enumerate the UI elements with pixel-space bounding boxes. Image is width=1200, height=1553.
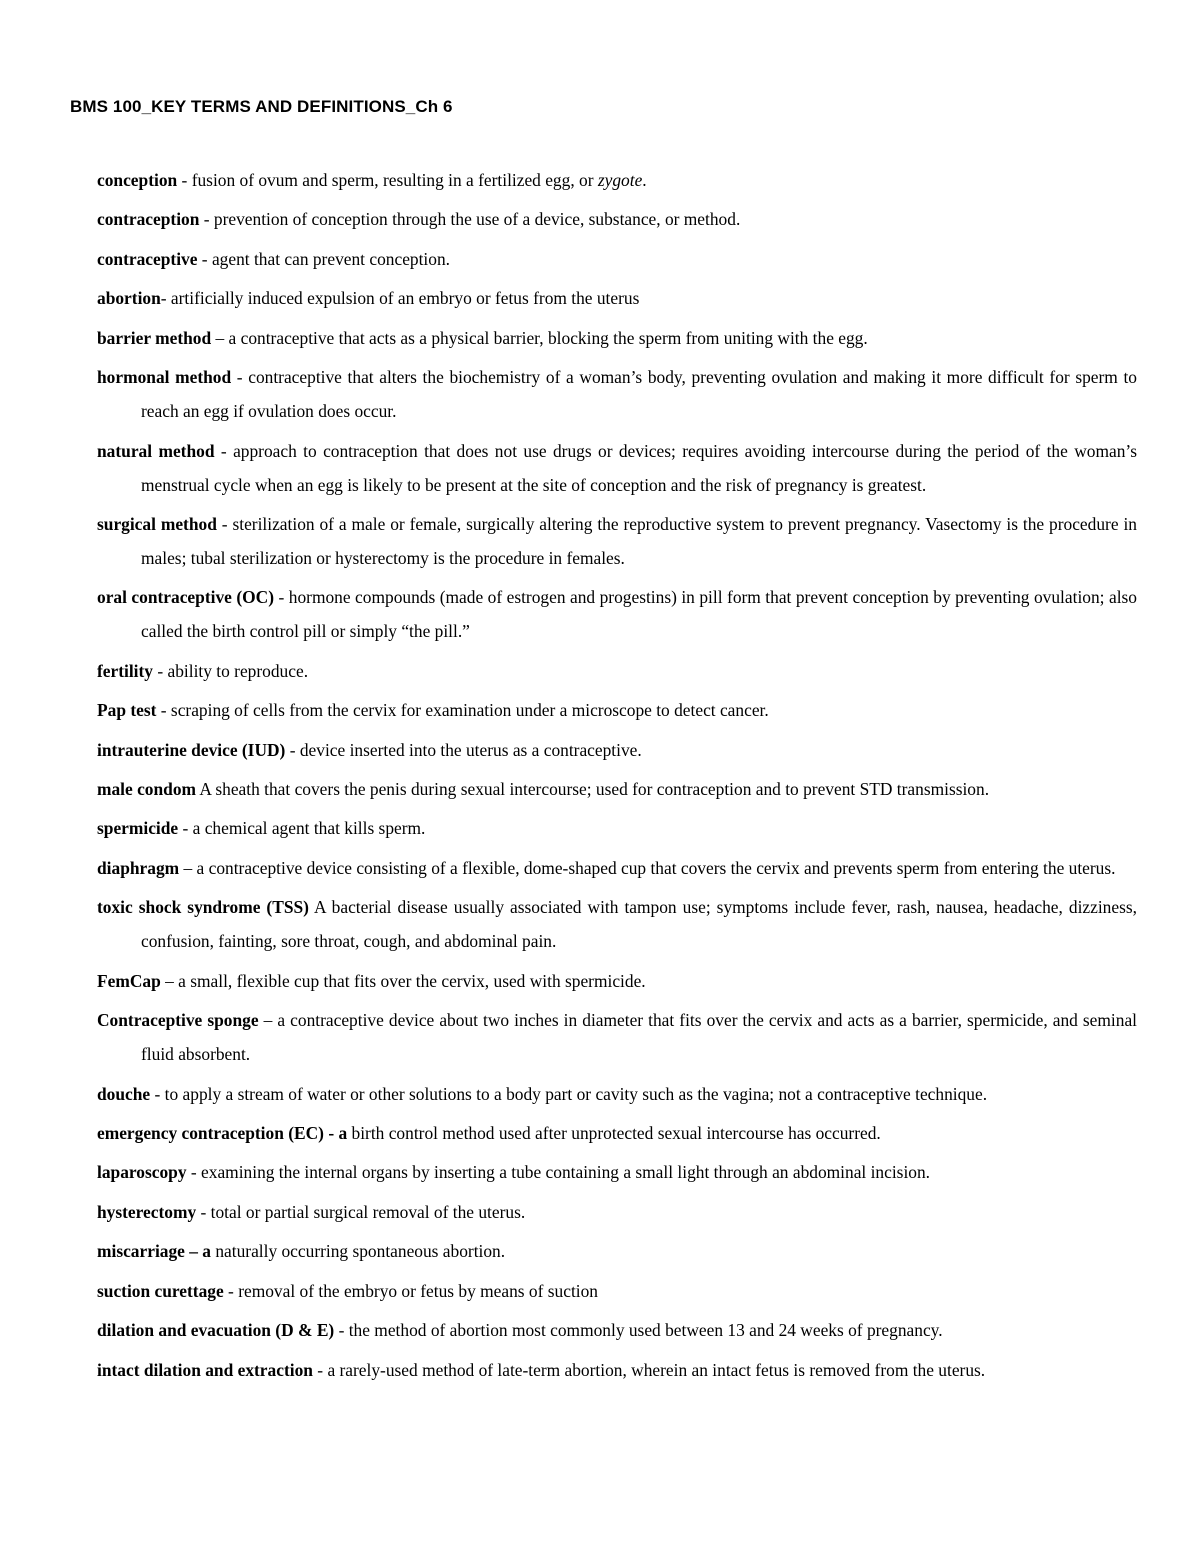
- term-entry-intact-dilation-and-extraction: [97, 1354, 1137, 1388]
- term-label: abortion: [97, 288, 161, 309]
- term-entry-suction-curettage: [97, 1275, 1137, 1309]
- term-definition: artificially induced expulsion of an embryo or fetus from the uterus: [170, 288, 640, 309]
- term-definition: ability to reproduce.: [167, 660, 309, 681]
- term-separator: –: [179, 857, 197, 878]
- term-definition: a small, flexible cup that fits over the cervix, used with spermicide.: [178, 970, 646, 991]
- term-definition: approach to contraception that does not use drugs or devices; requires avoiding intercourse during the period of the woman’s menstrual cycle when an egg is likely to be present at the site of conception and the risk of pregnancy is greatest.: [141, 440, 1137, 495]
- term-definition: a contraceptive device consisting of a flexible, dome-shaped cup that covers the cervix and prevents sperm from entering the uterus.: [196, 857, 1116, 878]
- term-entry-conception: [97, 164, 1137, 198]
- term-list: [97, 164, 1137, 1393]
- term-label: male condom: [97, 779, 197, 799]
- term-definition: a contraceptive device about two inches in diameter that fits over the cervix and acts as a barrier, spermicide, and seminal fluid absorbent.: [141, 1010, 1137, 1065]
- term-label: intrauterine device (IUD): [97, 739, 286, 760]
- term-entry-miscarriage: [97, 1235, 1137, 1269]
- term-label: intact dilation and extraction: [97, 1359, 313, 1380]
- term-separator: -: [196, 1201, 211, 1222]
- term-entry-natural-method: [97, 435, 1137, 503]
- term-definition: naturally occurring spontaneous abortion.: [210, 1241, 506, 1262]
- term-entry-douche: [97, 1078, 1137, 1112]
- term-entry-male-condom: [97, 773, 1137, 807]
- term-definition: total or partial surgical removal of the uterus.: [210, 1201, 526, 1222]
- term-definition: hormone compounds (made of estrogen and progestins) in pill form that prevent conception by preventing ovulation; also called the birth control pill or simply “the pill.”: [141, 587, 1137, 642]
- term-definition: examining the internal organs by inserting a tube containing a small light through an abdominal incision.: [201, 1162, 931, 1183]
- term-label: Pap test: [97, 700, 157, 721]
- term-separator: -: [160, 288, 171, 309]
- term-label: suction curettage: [97, 1280, 224, 1301]
- term-entry-iud: [97, 734, 1137, 768]
- term-label: FemCap: [97, 970, 161, 991]
- term-definition: the method of abortion most commonly used between 13 and 24 weeks of pregnancy.: [348, 1320, 943, 1341]
- term-label: surgical method: [97, 513, 217, 534]
- term-definition: removal of the embryo or fetus by means of suction: [238, 1280, 598, 1301]
- term-separator: -: [199, 209, 214, 230]
- term-definition: scraping of cells from the cervix for examination under a microscope to detect cancer.: [170, 700, 769, 721]
- term-separator: -: [150, 1083, 165, 1104]
- term-definition: A sheath that covers the penis during sexual intercourse; used for contraception and to prevent STD transmission.: [199, 779, 990, 799]
- term-entry-contraceptive: [97, 243, 1137, 277]
- term-label: fertility: [97, 660, 154, 681]
- term-separator: -: [177, 170, 192, 190]
- term-label: contraceptive: [97, 248, 198, 269]
- term-definition: a rarely-used method of late-term abortion, wherein an intact fetus is removed from the uterus.: [327, 1359, 986, 1380]
- term-separator: -: [334, 1320, 349, 1341]
- term-entry-diaphragm: [97, 852, 1137, 886]
- term-label: Contraceptive sponge: [97, 1010, 259, 1031]
- term-label: douche: [97, 1083, 151, 1104]
- document-title: BMS 100_KEY TERMS AND DEFINITIONS_Ch 6: [70, 97, 453, 116]
- term-entry-emergency-contraception: [97, 1117, 1137, 1151]
- term-separator: -: [214, 440, 234, 461]
- term-definition: a chemical agent that kills sperm.: [192, 818, 426, 839]
- term-entry-contraceptive-sponge: [97, 1004, 1137, 1072]
- term-separator: -: [156, 700, 171, 721]
- term-label: miscarriage: [97, 1241, 185, 1262]
- term-definition: device inserted into the uterus as a contraceptive.: [299, 739, 642, 760]
- term-separator: -: [216, 513, 233, 534]
- term-definition: prevention of conception through the use of a device, substance, or method.: [213, 209, 741, 230]
- term-label: natural method: [97, 440, 215, 461]
- term-separator: -: [312, 1359, 328, 1380]
- term-definition: birth control method used after unprotected sexual intercourse has occurred.: [347, 1122, 881, 1143]
- term-label: conception: [97, 170, 178, 190]
- term-entry-spermicide: [97, 812, 1137, 846]
- term-definition: a contraceptive that acts as a physical barrier, blocking the sperm from uniting with the egg.: [228, 327, 868, 348]
- term-label: spermicide: [97, 818, 179, 839]
- term-entry-contraception: [97, 203, 1137, 237]
- term-label: dilation and evacuation (D & E): [97, 1320, 335, 1341]
- term-entry-surgical-method: [97, 508, 1137, 576]
- term-entry-hysterectomy: [97, 1196, 1137, 1230]
- term-definition-tail: .: [642, 170, 647, 190]
- term-definition: agent that can prevent conception.: [211, 248, 451, 269]
- term-separator: -: [178, 818, 193, 839]
- term-separator: -: [223, 1280, 239, 1301]
- term-entry-barrier-method: [97, 322, 1137, 356]
- term-label: emergency contraception (EC): [97, 1122, 324, 1143]
- term-separator: -: [186, 1162, 202, 1183]
- term-label: barrier method: [97, 327, 212, 348]
- term-label: diaphragm: [97, 857, 180, 878]
- term-entry-oral-contraceptive: [97, 581, 1137, 649]
- term-entry-abortion: [97, 282, 1137, 316]
- term-definition: to apply a stream of water or other solutions to a body part or cavity such as the vagina; not a contraceptive technique.: [164, 1083, 988, 1104]
- term-label: hormonal method: [97, 367, 232, 388]
- term-entry-femcap: [97, 965, 1137, 999]
- term-definition: contraceptive that alters the biochemistry of a woman’s body, preventing ovulation and making it more difficult for sperm to reach an egg if ovulation does occur.: [141, 367, 1137, 422]
- term-separator: -: [197, 248, 212, 269]
- term-entry-laparoscopy: [97, 1156, 1137, 1190]
- term-label: toxic shock syndrome (TSS): [97, 897, 309, 918]
- term-definition: fusion of ovum and sperm, resulting in a fertilized egg, or: [191, 170, 598, 190]
- term-separator: –: [211, 327, 229, 348]
- term-separator: -: [153, 660, 168, 681]
- term-label: hysterectomy: [97, 1201, 197, 1222]
- term-entry-dilation-and-evacuation: [97, 1314, 1137, 1348]
- term-separator: -: [231, 367, 249, 388]
- term-separator: –: [160, 970, 179, 991]
- term-label: contraception: [97, 209, 200, 230]
- term-separator: -: [274, 587, 289, 608]
- term-definition: sterilization of a male or female, surgically altering the reproductive system to prevent pregnancy. Vasectomy is the procedure in males; tubal sterilization or hysterectomy is the procedure in females.: [141, 513, 1137, 568]
- term-definition: A bacterial disease usually associated with tampon use; symptoms include fever, rash, nausea, headache, dizziness, confusion, fainting, sore throat, cough, and abdominal pain.: [141, 897, 1137, 952]
- term-entry-fertility: [97, 655, 1137, 689]
- term-separator: -: [285, 739, 300, 760]
- term-entry-hormonal-method: [97, 361, 1137, 429]
- term-separator: –: [258, 1010, 278, 1031]
- term-separator: - a: [323, 1122, 348, 1143]
- term-label: oral contraceptive (OC): [97, 587, 275, 608]
- term-entry-toxic-shock-syndrome: [97, 891, 1137, 959]
- term-entry-pap-test: [97, 694, 1137, 728]
- term-label: laparoscopy: [97, 1162, 187, 1183]
- term-definition-italic: zygote: [597, 170, 643, 190]
- term-separator: – a: [184, 1241, 211, 1262]
